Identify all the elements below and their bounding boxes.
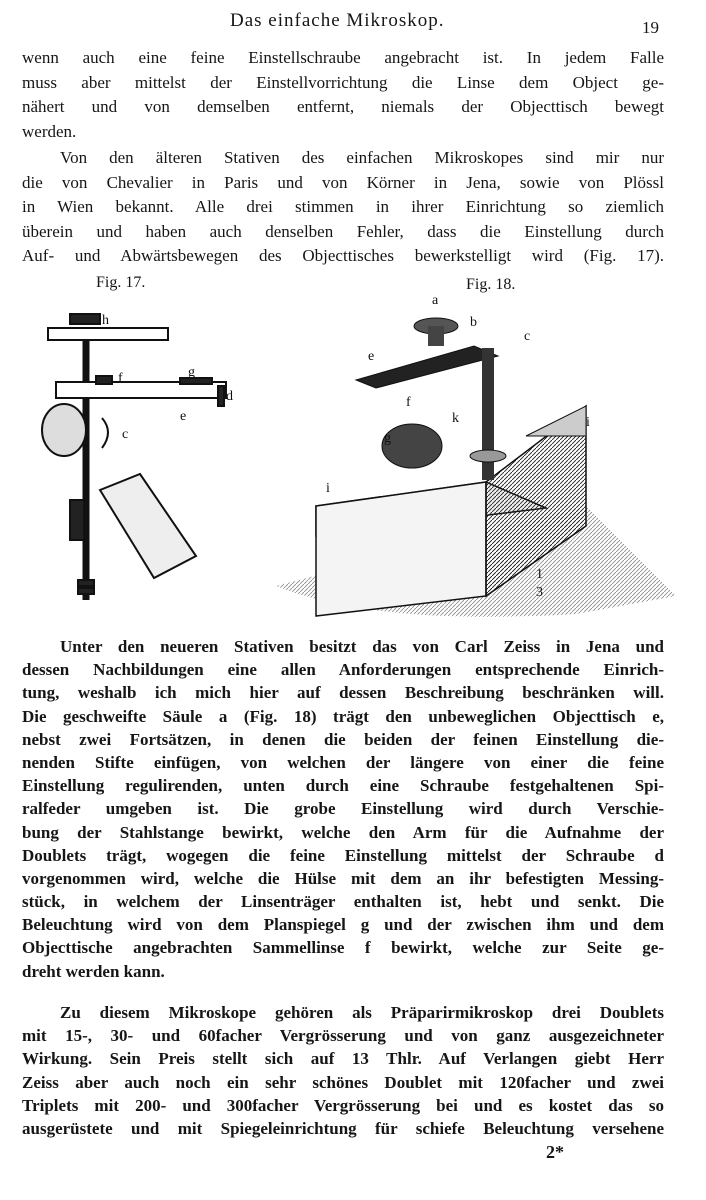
svg-text:f: f (118, 371, 123, 386)
text-line: in Wien bekannt. Alle drei stimmen in ihrer Einrichtung so ziemlich (22, 197, 664, 216)
running-title: Das einfache Mikroskop. (230, 10, 445, 31)
svg-text:c: c (122, 427, 129, 442)
text-line: tung, weshalb ich mich hier auf dessen Beschreibung beschränken will. (22, 683, 664, 703)
text-line: werden. (22, 121, 77, 141)
fig18-caption: Fig. 18. (466, 276, 516, 293)
text-line: Wirkung. Sein Preis stellt sich auf 13 Thlr. Auf Verlangen giebt Herr (22, 1049, 664, 1069)
text-line: muss aber mittelst der Einstellvorrichtung die Linse dem Object ge- (22, 72, 664, 92)
svg-text:i: i (326, 481, 330, 496)
text-line: überein und haben auch denselben Fehler, dass die Einstellung durch (22, 221, 664, 241)
running-header (0, 6, 706, 36)
text-line: Die geschweifte Säule a (Fig. 18) trägt den unbeweglichen Objecttisch e, (22, 706, 664, 726)
paragraph-2 (22, 146, 664, 269)
svg-text:f: f (406, 395, 411, 410)
svg-text:g: g (188, 365, 195, 380)
text-line: Doublets trägt, wogegen die feine Einstellung mittelst der Schraube d (22, 845, 664, 865)
fig17-caption: Fig. 17. (96, 274, 146, 291)
signature-mark: 2* (546, 1142, 564, 1162)
text-line: nenden Stifte einfügen, von welchen der längere von einer die feine (22, 752, 664, 772)
paragraph-3 (22, 635, 664, 983)
fig18-illustration (256, 296, 686, 626)
svg-text:h: h (102, 313, 109, 328)
paragraph-4 (22, 1001, 664, 1140)
text-line: Triplets mit 200- und 300facher Vergrösserung bei und es kostet das so (22, 1095, 664, 1115)
svg-text:k: k (452, 411, 459, 426)
text-line: Von den älteren Stativen des einfachen Mikroskopes sind mir nur (60, 148, 664, 167)
svg-text:e: e (180, 409, 187, 424)
page-number: 19 (642, 18, 659, 37)
svg-text:3: 3 (536, 585, 543, 600)
svg-text:a: a (432, 296, 439, 308)
text-line: dreht werden kann. (22, 961, 165, 981)
text-line: stück, in welchem der Linsenträger enthalten ist, hebt und senkt. Die (22, 892, 664, 912)
svg-text:e: e (368, 349, 375, 364)
text-line: dessen Nachbildungen eine allen Anforderungen entsprechende Einrich- (22, 660, 664, 680)
fig17-illustration (30, 300, 260, 600)
text-line: Beleuchtung wird von dem Planspiegel g und der zwischen ihm und dem (22, 915, 664, 935)
text-line: bung der Stahlstange bewirkt, welche den Arm für die Aufnahme der (22, 822, 664, 842)
text-line: vorgenommen wird, welche die Hülse mit dem an ihr befestigten Messing- (22, 868, 664, 888)
text-line: ausgerüstete und mit Spiegeleinrichtung für schiefe Beleuchtung versehene (22, 1118, 664, 1138)
text-line: Auf- und Abwärtsbewegen des Objecttisches bewerkstelligt wird (Fig. 17). (22, 246, 664, 265)
text-line: mit 15-, 30- und 60facher Vergrösserung und von ganz ausgezeichneter (22, 1026, 664, 1046)
svg-text:g: g (384, 431, 391, 446)
svg-text:i: i (586, 415, 590, 430)
text-line: Zeiss aber auch noch ein sehr schönes Doublet mit 120facher und zwei (22, 1072, 664, 1092)
svg-text:c: c (524, 329, 531, 344)
svg-text:1: 1 (536, 567, 543, 582)
text-line: ralfeder umgeben ist. Die grobe Einstellung wird durch Verschie- (22, 799, 664, 819)
text-line: wenn auch eine feine Einstellschraube angebracht ist. In jedem Falle (22, 48, 664, 67)
svg-text:d: d (226, 389, 233, 404)
text-line: nebst zwei Fortsätzen, in denen die beiden der feinen Einstellung die- (22, 729, 664, 749)
text-line: Unter den neueren Stativen besitzt das von Carl Zeiss in Jena und (60, 637, 664, 656)
text-line: die von Chevalier in Paris und von Körner in Jena, sowie von Plössl (22, 172, 664, 192)
text-line: Zu diesem Mikroskope gehören als Präparirmikroskop drei Doublets (60, 1003, 664, 1022)
svg-text:b: b (470, 315, 477, 330)
text-line: Objecttische angebrachten Sammellinse f bewirkt, welche zur Seite ge- (22, 938, 664, 958)
text-line: Einstellung regulirenden, unten durch eine Schraube festgehaltenen Spi- (22, 776, 664, 796)
paragraph-1 (22, 46, 664, 144)
text-line: nähert und von demselben entfernt, niemals der Objecttisch bewegt (22, 97, 664, 116)
